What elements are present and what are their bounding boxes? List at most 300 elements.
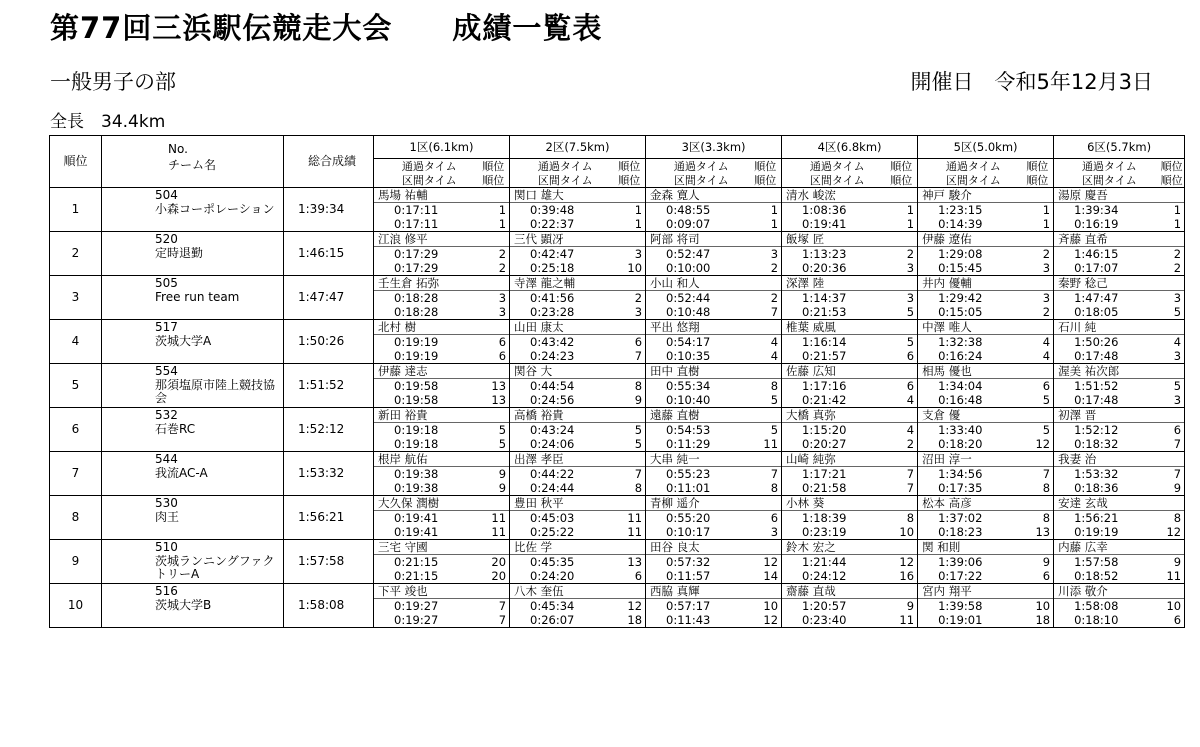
section-time: 0:09:07: [646, 217, 750, 232]
runner-name: 江浪 修平: [374, 232, 510, 247]
runner-name: 山崎 純弥: [782, 452, 918, 467]
pass-rank: 5: [614, 423, 646, 438]
pass-rank: 2: [886, 247, 918, 262]
runner-name: 比佐 学: [510, 540, 646, 555]
header-section-2: 2区(7.5km): [510, 136, 646, 159]
section-time: 0:21:57: [782, 349, 886, 364]
header-team-name: チーム名: [168, 158, 217, 172]
table-row: [50, 188, 1185, 203]
runner-name: 渥美 祐次郎: [1054, 364, 1185, 379]
team-rank: 5: [50, 364, 102, 408]
section-rank: 2: [478, 261, 510, 276]
pass-rank: 8: [1022, 511, 1054, 526]
pass-rank: 1: [478, 203, 510, 218]
header-section-rank: 順位: [886, 173, 918, 188]
header-section-time: 区間タイム: [782, 173, 886, 188]
runner-name: 秦野 稔己: [1054, 276, 1185, 291]
section-rank: 3: [886, 261, 918, 276]
team-number: 517: [102, 320, 284, 335]
runner-name: 三代 顕冴: [510, 232, 646, 247]
pass-rank: 20: [478, 555, 510, 570]
team-rank: 9: [50, 540, 102, 584]
header-section-time: 区間タイム: [374, 173, 478, 188]
section-rank: 1: [1022, 217, 1054, 232]
pass-time: 0:52:47: [646, 247, 750, 262]
team-number: 532: [102, 408, 284, 423]
pass-rank: 5: [1022, 423, 1054, 438]
section-rank: 13: [478, 393, 510, 408]
runner-name: 青柳 遥介: [646, 496, 782, 511]
runner-name: 川添 敬介: [1054, 584, 1185, 599]
team-name: Free run team: [102, 291, 284, 320]
pass-time: 0:44:22: [510, 467, 614, 482]
section-time: 0:18:32: [1054, 437, 1158, 452]
runner-name: 小林 葵: [782, 496, 918, 511]
pass-rank: 7: [1158, 467, 1185, 482]
runner-name: 深澤 陸: [782, 276, 918, 291]
team-total-time: 1:50:26: [284, 320, 374, 364]
runner-name: 飯塚 匠: [782, 232, 918, 247]
pass-time: 1:32:38: [918, 335, 1022, 350]
pass-time: 0:19:18: [374, 423, 478, 438]
pass-rank: 1: [614, 203, 646, 218]
runner-name: 根岸 航佑: [374, 452, 510, 467]
table-row: [50, 320, 1185, 335]
section-rank: 6: [478, 349, 510, 364]
table-row-pass: [50, 203, 1185, 218]
team-name: 定時退勤: [102, 247, 284, 276]
runner-name: 関谷 大: [510, 364, 646, 379]
pass-rank: 7: [478, 599, 510, 614]
pass-time: 1:58:08: [1054, 599, 1158, 614]
section-rank: 4: [1022, 349, 1054, 364]
pass-rank: 10: [1022, 599, 1054, 614]
pass-time: 0:55:34: [646, 379, 750, 394]
runner-name: 平出 悠翔: [646, 320, 782, 335]
pass-time: 0:17:11: [374, 203, 478, 218]
pass-rank: 3: [1158, 291, 1185, 306]
pass-time: 0:17:29: [374, 247, 478, 262]
runner-name: 田谷 良太: [646, 540, 782, 555]
section-rank: 12: [1158, 525, 1185, 540]
pass-rank: 5: [1158, 379, 1185, 394]
team-name: 小森コーポレーション: [102, 203, 284, 232]
pass-rank: 5: [750, 423, 782, 438]
pass-rank: 9: [1158, 555, 1185, 570]
pass-rank: 8: [886, 511, 918, 526]
runner-name: 松本 高彦: [918, 496, 1054, 511]
section-rank: 11: [614, 525, 646, 540]
section-time: 0:24:56: [510, 393, 614, 408]
pass-time: 1:52:12: [1054, 423, 1158, 438]
section-time: 0:23:28: [510, 305, 614, 320]
team-total-time: 1:52:12: [284, 408, 374, 452]
pass-rank: 10: [750, 599, 782, 614]
team-number: 520: [102, 232, 284, 247]
section-time: 0:17:48: [1054, 349, 1158, 364]
section-time: 0:18:36: [1054, 481, 1158, 496]
runner-name: 遠藤 直樹: [646, 408, 782, 423]
pass-rank: 2: [614, 291, 646, 306]
pass-rank: 1: [1022, 203, 1054, 218]
runner-name: 中澤 唯人: [918, 320, 1054, 335]
pass-time: 1:15:20: [782, 423, 886, 438]
section-rank: 10: [886, 525, 918, 540]
pass-time: 1:47:47: [1054, 291, 1158, 306]
team-total-time: 1:46:15: [284, 232, 374, 276]
section-time: 0:21:53: [782, 305, 886, 320]
pass-time: 0:45:03: [510, 511, 614, 526]
section-time: 0:24:20: [510, 569, 614, 584]
pass-time: 0:19:38: [374, 467, 478, 482]
section-time: 0:11:01: [646, 481, 750, 496]
header-pass-time: 通過タイム: [401, 159, 457, 173]
section-rank: 3: [1158, 393, 1185, 408]
team-rank: 10: [50, 584, 102, 628]
pass-rank: 11: [478, 511, 510, 526]
section-rank: 4: [886, 393, 918, 408]
runner-name: 下平 竣也: [374, 584, 510, 599]
pass-time: 1:29:42: [918, 291, 1022, 306]
header-pass-time: 通過タイム: [673, 159, 729, 173]
section-time: 0:24:23: [510, 349, 614, 364]
pass-rank: 12: [886, 555, 918, 570]
section-rank: 2: [1158, 261, 1185, 276]
header-total: 総合成績: [284, 136, 374, 188]
header-section-time: 区間タイム: [1054, 173, 1158, 188]
team-total-time: 1:56:21: [284, 496, 374, 540]
pass-rank: 7: [886, 467, 918, 482]
pass-time: 0:19:19: [374, 335, 478, 350]
header-pass-time: 通過タイム: [1081, 159, 1137, 173]
table-row: [50, 496, 1185, 511]
header-pass-rank: 順位: [886, 159, 918, 174]
runner-name: 関口 雄大: [510, 188, 646, 203]
runner-name: 沼田 淳一: [918, 452, 1054, 467]
section-rank: 7: [478, 613, 510, 628]
pass-rank: 1: [750, 203, 782, 218]
section-time: 0:19:58: [374, 393, 478, 408]
section-time: 0:18:28: [374, 305, 478, 320]
team-rank: 2: [50, 232, 102, 276]
pass-time: 1:17:16: [782, 379, 886, 394]
header-section-time: 区間タイム: [918, 173, 1022, 188]
pass-time: 1:34:56: [918, 467, 1022, 482]
runner-name: 支倉 優: [918, 408, 1054, 423]
team-number: 510: [102, 540, 284, 555]
section-time: 0:19:27: [374, 613, 478, 628]
pass-rank: 13: [478, 379, 510, 394]
pass-time: 0:39:48: [510, 203, 614, 218]
pass-time: 1:16:14: [782, 335, 886, 350]
section-rank: 7: [614, 349, 646, 364]
section-rank: 4: [750, 349, 782, 364]
section-rank: 3: [614, 305, 646, 320]
runner-name: 清水 峻浤: [782, 188, 918, 203]
section-rank: 11: [1158, 569, 1185, 584]
section-rank: 9: [614, 393, 646, 408]
section-time: 0:25:18: [510, 261, 614, 276]
runner-name: 豊田 秋平: [510, 496, 646, 511]
runner-name: 佐藤 広知: [782, 364, 918, 379]
section-rank: 8: [750, 481, 782, 496]
section-rank: 7: [750, 305, 782, 320]
header-pass-time: 通過タイム: [809, 159, 865, 173]
team-number: 554: [102, 364, 284, 379]
section-rank: 3: [478, 305, 510, 320]
total-length: 全長 34.4km: [50, 112, 166, 132]
pass-time: 1:39:06: [918, 555, 1022, 570]
pass-rank: 9: [478, 467, 510, 482]
runner-name: 伊藤 達志: [374, 364, 510, 379]
section-rank: 6: [614, 569, 646, 584]
pass-rank: 1: [1158, 203, 1185, 218]
pass-time: 1:46:15: [1054, 247, 1158, 262]
section-time: 0:19:19: [374, 349, 478, 364]
team-total-time: 1:57:58: [284, 540, 374, 584]
section-rank: 1: [1158, 217, 1185, 232]
section-rank: 6: [886, 349, 918, 364]
team-rank: 3: [50, 276, 102, 320]
section-rank: 2: [750, 261, 782, 276]
header-pass-time: 通過タイム: [945, 159, 1001, 173]
header-section-time: 区間タイム: [646, 173, 750, 188]
pass-time: 0:19:41: [374, 511, 478, 526]
runner-name: 小山 和人: [646, 276, 782, 291]
pass-rank: 11: [614, 511, 646, 526]
runner-name: 椎葉 威風: [782, 320, 918, 335]
table-row: [50, 276, 1185, 291]
pass-time: 0:43:24: [510, 423, 614, 438]
header-section-5: 5区(5.0km): [918, 136, 1054, 159]
pass-time: 0:54:17: [646, 335, 750, 350]
section-rank: 1: [750, 217, 782, 232]
table-row: [50, 408, 1185, 423]
division-label: 一般男子の部: [50, 70, 176, 94]
section-rank: 6: [1158, 613, 1185, 628]
header-section-rank: 順位: [1158, 173, 1185, 188]
section-time: 0:26:07: [510, 613, 614, 628]
section-rank: 12: [1022, 437, 1054, 452]
section-rank: 8: [614, 481, 646, 496]
pass-time: 0:45:34: [510, 599, 614, 614]
section-time: 0:17:11: [374, 217, 478, 232]
runner-name: 高橋 裕貴: [510, 408, 646, 423]
section-time: 0:21:42: [782, 393, 886, 408]
header-section-6: 6区(5.7km): [1054, 136, 1185, 159]
section-rank: 1: [886, 217, 918, 232]
pass-rank: 6: [478, 335, 510, 350]
pass-time: 0:57:17: [646, 599, 750, 614]
runner-name: 伊藤 遼佑: [918, 232, 1054, 247]
header-section-rank: 順位: [750, 173, 782, 188]
pass-time: 1:13:23: [782, 247, 886, 262]
header-section-rank: 順位: [614, 173, 646, 188]
team-rank: 7: [50, 452, 102, 496]
header-no: No.: [102, 136, 284, 159]
runner-name: 金森 寛人: [646, 188, 782, 203]
section-time: 0:20:27: [782, 437, 886, 452]
runner-name: 我妻 治: [1054, 452, 1185, 467]
section-rank: 16: [886, 569, 918, 584]
pass-time: 0:43:42: [510, 335, 614, 350]
pass-time: 1:39:58: [918, 599, 1022, 614]
section-time: 0:24:44: [510, 481, 614, 496]
runner-name: 阿部 将司: [646, 232, 782, 247]
section-time: 0:19:41: [374, 525, 478, 540]
pass-rank: 7: [750, 467, 782, 482]
table-row-pass: [50, 467, 1185, 482]
pass-time: 1:51:52: [1054, 379, 1158, 394]
runner-name: 齋藤 直哉: [782, 584, 918, 599]
section-time: 0:19:41: [782, 217, 886, 232]
pass-rank: 3: [886, 291, 918, 306]
section-time: 0:11:43: [646, 613, 750, 628]
pass-time: 0:55:23: [646, 467, 750, 482]
header-pass-time: 通過タイム: [537, 159, 593, 173]
team-rank: 6: [50, 408, 102, 452]
runner-name: 鈴木 宏之: [782, 540, 918, 555]
pass-time: 0:55:20: [646, 511, 750, 526]
runner-name: 馬場 祐輔: [374, 188, 510, 203]
section-rank: 5: [1022, 393, 1054, 408]
section-rank: 2: [1022, 305, 1054, 320]
table-row-pass: [50, 511, 1185, 526]
section-time: 0:17:22: [918, 569, 1022, 584]
section-time: 0:22:37: [510, 217, 614, 232]
pass-time: 0:52:44: [646, 291, 750, 306]
pass-rank: 5: [886, 335, 918, 350]
section-time: 0:10:17: [646, 525, 750, 540]
runner-name: 西脇 真輝: [646, 584, 782, 599]
section-rank: 5: [886, 305, 918, 320]
section-rank: 5: [1158, 305, 1185, 320]
pass-time: 1:33:40: [918, 423, 1022, 438]
pass-time: 0:19:27: [374, 599, 478, 614]
team-name: 那須塩原市陸上競技協会: [102, 379, 284, 408]
runner-name: 斉藤 直希: [1054, 232, 1185, 247]
section-time: 0:18:10: [1054, 613, 1158, 628]
section-rank: 6: [1022, 569, 1054, 584]
team-name: 茨城大学B: [102, 599, 284, 628]
pass-time: 1:56:21: [1054, 511, 1158, 526]
section-time: 0:24:12: [782, 569, 886, 584]
pass-rank: 2: [478, 247, 510, 262]
header-pass-rank: 順位: [1158, 159, 1185, 174]
runner-name: 大久保 潤樹: [374, 496, 510, 511]
runner-name: 新田 裕貴: [374, 408, 510, 423]
runner-name: 安達 玄哉: [1054, 496, 1185, 511]
section-time: 0:20:36: [782, 261, 886, 276]
section-rank: 5: [614, 437, 646, 452]
section-rank: 20: [478, 569, 510, 584]
section-time: 0:16:19: [1054, 217, 1158, 232]
team-total-time: 1:58:08: [284, 584, 374, 628]
pass-rank: 4: [886, 423, 918, 438]
section-rank: 1: [478, 217, 510, 232]
table-row: [50, 584, 1185, 599]
section-time: 0:17:29: [374, 261, 478, 276]
section-rank: 7: [886, 481, 918, 496]
section-time: 0:19:38: [374, 481, 478, 496]
pass-rank: 7: [1022, 467, 1054, 482]
team-name: 我流AC-A: [102, 467, 284, 496]
pass-rank: 8: [750, 379, 782, 394]
runner-name: 三宅 守國: [374, 540, 510, 555]
section-rank: 7: [1158, 437, 1185, 452]
pass-rank: 6: [1022, 379, 1054, 394]
pass-rank: 8: [1158, 511, 1185, 526]
table-header: [50, 136, 1185, 188]
section-rank: 5: [478, 437, 510, 452]
pass-rank: 7: [614, 467, 646, 482]
runner-name: 壬生倉 拓弥: [374, 276, 510, 291]
section-time: 0:16:24: [918, 349, 1022, 364]
section-time: 0:10:00: [646, 261, 750, 276]
pass-rank: 3: [478, 291, 510, 306]
pass-time: 0:48:55: [646, 203, 750, 218]
table-row-pass: [50, 599, 1185, 614]
team-number: 544: [102, 452, 284, 467]
runner-name: 石川 純: [1054, 320, 1185, 335]
section-time: 0:18:20: [918, 437, 1022, 452]
section-rank: 11: [478, 525, 510, 540]
runner-name: 相馬 優也: [918, 364, 1054, 379]
pass-time: 1:21:44: [782, 555, 886, 570]
pass-rank: 8: [614, 379, 646, 394]
section-time: 0:18:23: [918, 525, 1022, 540]
team-total-time: 1:39:34: [284, 188, 374, 232]
pass-time: 1:20:57: [782, 599, 886, 614]
pass-time: 1:39:34: [1054, 203, 1158, 218]
pass-time: 1:18:39: [782, 511, 886, 526]
team-rank: 4: [50, 320, 102, 364]
pass-rank: 10: [1158, 599, 1185, 614]
section-time: 0:23:40: [782, 613, 886, 628]
section-time: 0:10:40: [646, 393, 750, 408]
team-total-time: 1:53:32: [284, 452, 374, 496]
event-date: 開催日 令和5年12月3日: [910, 70, 1153, 94]
pass-time: 0:42:47: [510, 247, 614, 262]
team-rank: 1: [50, 188, 102, 232]
team-name: 茨城大学A: [102, 335, 284, 364]
table-row: [50, 452, 1185, 467]
pass-rank: 2: [750, 291, 782, 306]
team-name: 石巻RC: [102, 423, 284, 452]
section-time: 0:11:57: [646, 569, 750, 584]
pass-rank: 5: [478, 423, 510, 438]
pass-rank: 9: [1022, 555, 1054, 570]
section-rank: 1: [614, 217, 646, 232]
runner-name: 八木 奎伍: [510, 584, 646, 599]
section-time: 0:24:06: [510, 437, 614, 452]
table-row-pass: [50, 379, 1185, 394]
pass-rank: 4: [1022, 335, 1054, 350]
table-row-pass: [50, 335, 1185, 350]
section-time: 0:17:07: [1054, 261, 1158, 276]
header-section-time: 区間タイム: [510, 173, 614, 188]
runner-name: 内藤 広幸: [1054, 540, 1185, 555]
team-number: 504: [102, 188, 284, 203]
results-body: [50, 188, 1185, 628]
section-rank: 12: [750, 613, 782, 628]
pass-time: 0:45:35: [510, 555, 614, 570]
team-total-time: 1:47:47: [284, 276, 374, 320]
pass-rank: 3: [1022, 291, 1054, 306]
section-time: 0:21:58: [782, 481, 886, 496]
pass-rank: 13: [614, 555, 646, 570]
section-time: 0:15:05: [918, 305, 1022, 320]
